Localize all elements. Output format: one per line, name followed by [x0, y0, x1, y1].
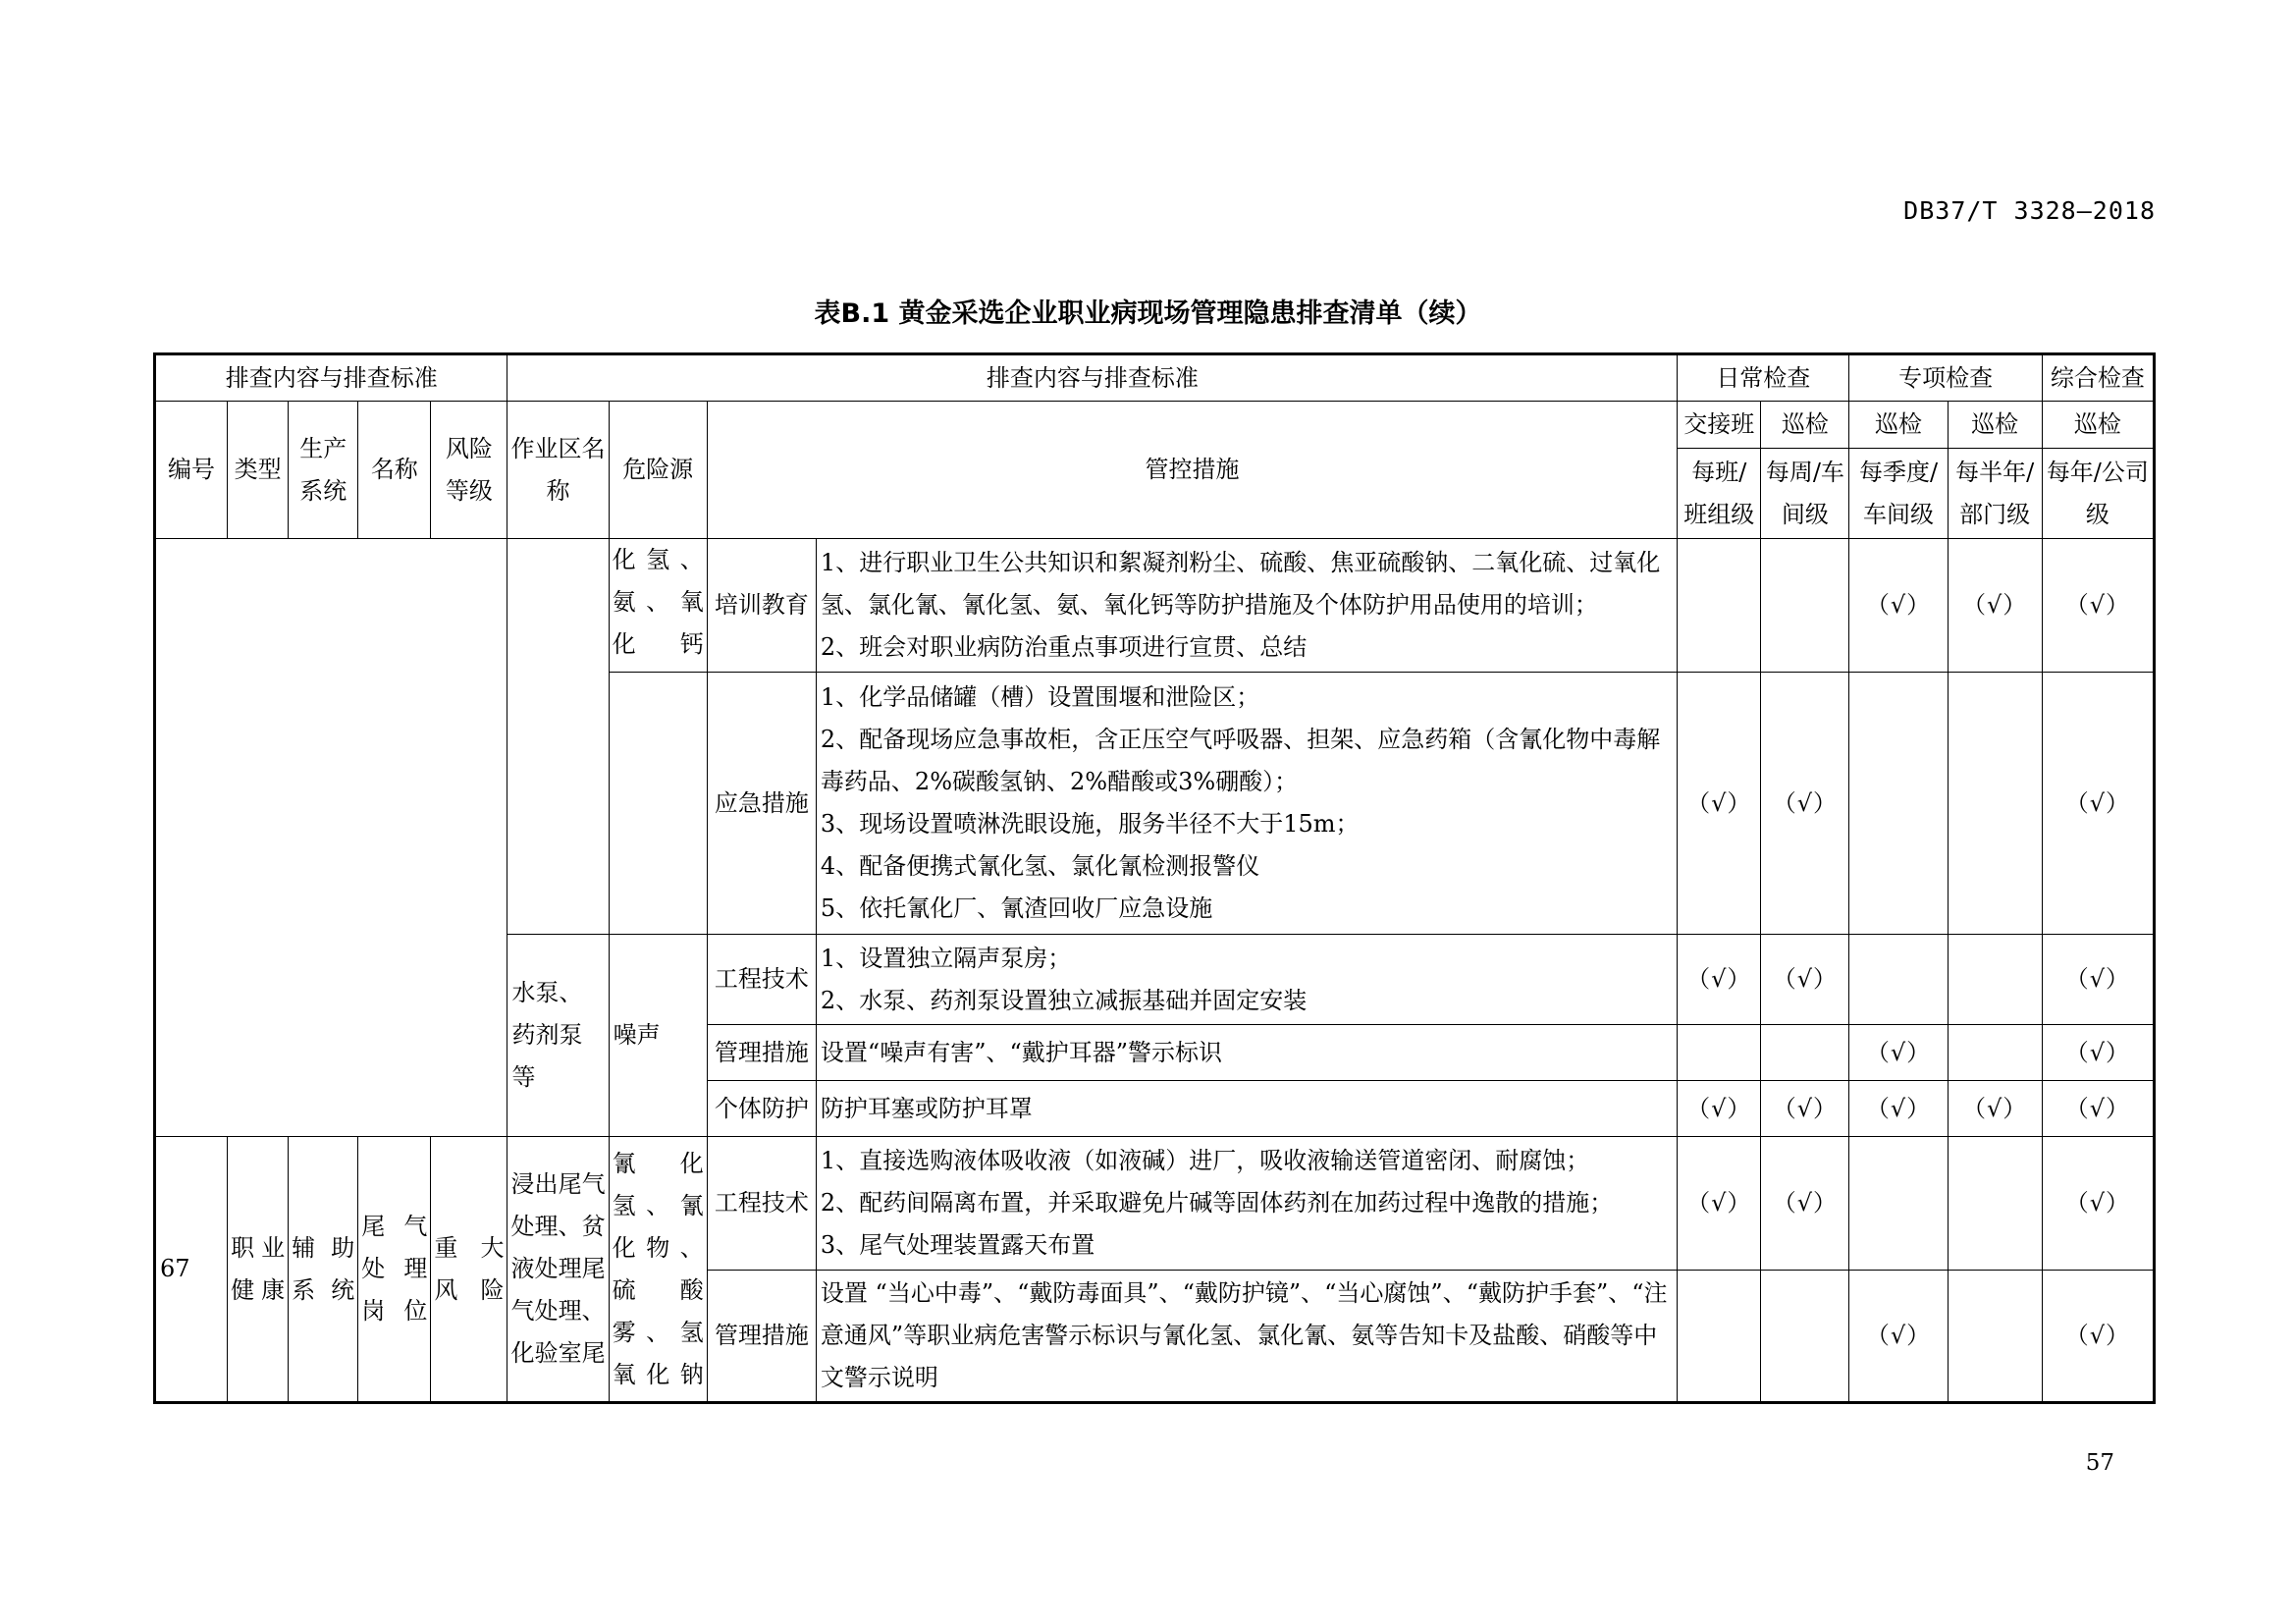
item-number: 67	[155, 1137, 228, 1403]
category-cell: 管理措施	[707, 1271, 816, 1403]
measure-text: 设置 “当心中毒”、“戴防毒面具”、“戴防护镜”、“当心腐蚀”、“戴防护手套”、“注意通风”等职业病危害警示标识与氰化氢、氯化氰、氨等告知卡及盐酸、硝酸等中文警示说明	[816, 1271, 1677, 1403]
check-mark	[1948, 1271, 2042, 1403]
header-c1-bottom: 每班/班组级	[1678, 449, 1761, 539]
header-c5-top: 巡检	[2042, 402, 2154, 449]
header-area: 作业区名称	[507, 402, 609, 539]
category-cell: 工程技术	[707, 1137, 816, 1271]
header-c3-bottom: 每季度/车间级	[1849, 449, 1948, 539]
page-number: 57	[2085, 1450, 2114, 1476]
category-cell: 应急措施	[707, 673, 816, 935]
measure-text: 1、直接选购液体吸收液（如液碱）进厂，吸收液输送管道密闭、耐腐蚀； 2、配药间隔离布置，并采取避免片碱等固体药剂在加药过程中逸散的措施； 3、尾气处理装置露天布置	[816, 1137, 1677, 1271]
measure-text: 1、化学品储罐（槽）设置围堰和泄险区； 2、配备现场应急事故柜，含正压空气呼吸器、担架、应急药箱（含氰化物中毒解毒药品、2%碳酸氢钠、2%醋酸或3%硼酸）； 3、现场设置喷淋洗眼设施，服务半径不大于15m； 4、配备便携式氰化氢、氯化氰检测报警仪 5、依托氰化厂、氰渣回收厂应急设施	[816, 673, 1677, 935]
check-mark: （√）	[1678, 1137, 1761, 1271]
item-name: 尾气处理岗位	[358, 1137, 431, 1403]
check-mark: （√）	[2042, 539, 2154, 673]
check-mark: （√）	[2042, 673, 2154, 935]
check-mark: （√）	[2042, 935, 2154, 1025]
header-measures: 管控措施	[707, 402, 1677, 539]
hazard-cell-empty	[609, 673, 707, 935]
hazard-cell: 氰化氢、氰化物、硫酸雾、氢氧化钠	[609, 1137, 707, 1403]
measure-text: 防护耳塞或防护耳罩	[816, 1081, 1677, 1137]
header-c4-bottom: 每半年/部门级	[1948, 449, 2042, 539]
check-mark: （√）	[1678, 673, 1761, 935]
hazard-cell: 噪声	[609, 935, 707, 1137]
continued-area-cell	[507, 539, 609, 935]
document-code: DB37/T 3328—2018	[1903, 196, 2156, 225]
check-mark	[1678, 1025, 1761, 1081]
check-mark	[1678, 1271, 1761, 1403]
header-hazard: 危险源	[609, 402, 707, 539]
header-comprehensive-check: 综合检查	[2042, 354, 2154, 402]
measure-text: 1、设置独立隔声泵房； 2、水泵、药剂泵设置独立减振基础并固定安装	[816, 935, 1677, 1025]
check-mark	[1761, 1025, 1849, 1081]
check-mark: （√）	[1849, 539, 1948, 673]
check-mark: （√）	[2042, 1025, 2154, 1081]
check-mark: （√）	[1761, 673, 1849, 935]
check-mark	[1761, 1271, 1849, 1403]
header-group-left: 排查内容与排查标准	[155, 354, 507, 402]
header-type: 类型	[228, 402, 289, 539]
table-title: 表B.1 黄金采选企业职业病现场管理隐患排查清单（续）	[814, 298, 1482, 329]
header-c2-top: 巡检	[1761, 402, 1849, 449]
header-group-mid: 排查内容与排查标准	[507, 354, 1678, 402]
check-mark: （√）	[1948, 1081, 2042, 1137]
header-risk: 风险等级	[431, 402, 507, 539]
category-cell: 工程技术	[707, 935, 816, 1025]
header-name: 名称	[358, 402, 431, 539]
item-type: 职业健康	[228, 1137, 289, 1403]
check-mark	[1948, 673, 2042, 935]
check-mark: （√）	[1948, 539, 2042, 673]
category-cell: 培训教育	[707, 539, 816, 673]
measure-text: 设置“噪声有害”、“戴护耳器”警示标识	[816, 1025, 1677, 1081]
check-mark	[1849, 935, 1948, 1025]
header-daily-check: 日常检查	[1678, 354, 1849, 402]
header-c2-bottom: 每周/车间级	[1761, 449, 1849, 539]
area-cell: 浸出尾气处理、贫液处理尾气处理、化验室尾	[507, 1137, 609, 1403]
check-mark	[1948, 1025, 2042, 1081]
item-system: 辅助系统	[289, 1137, 358, 1403]
area-cell: 水泵、药剂泵等	[507, 935, 609, 1137]
check-mark: （√）	[1678, 1081, 1761, 1137]
check-mark: （√）	[1849, 1025, 1948, 1081]
check-mark: （√）	[1849, 1271, 1948, 1403]
continued-blank-cell	[155, 539, 507, 1137]
hazard-cell: 化氢、氨、氧化钙	[609, 539, 707, 673]
check-mark	[1761, 539, 1849, 673]
check-mark	[1678, 539, 1761, 673]
header-c1-top: 交接班	[1678, 402, 1761, 449]
item-risk-level: 重大风险	[431, 1137, 507, 1403]
check-mark	[1948, 935, 2042, 1025]
check-mark: （√）	[2042, 1271, 2154, 1403]
check-mark: （√）	[1678, 935, 1761, 1025]
check-mark: （√）	[1761, 1137, 1849, 1271]
check-mark: （√）	[2042, 1081, 2154, 1137]
check-mark: （√）	[1761, 935, 1849, 1025]
measure-text: 1、进行职业卫生公共知识和絮凝剂粉尘、硫酸、焦亚硫酸钠、二氧化硫、过氧化氢、氯化氰、氰化氢、氨、氧化钙等防护措施及个体防护用品使用的培训； 2、班会对职业病防治重点事项进行宣贯、总结	[816, 539, 1677, 673]
check-mark: （√）	[1761, 1081, 1849, 1137]
header-c5-bottom: 每年/公司级	[2042, 449, 2154, 539]
check-mark	[1948, 1137, 2042, 1271]
header-system: 生产系统	[289, 402, 358, 539]
check-mark: （√）	[1849, 1081, 1948, 1137]
header-c4-top: 巡检	[1948, 402, 2042, 449]
header-no: 编号	[155, 402, 228, 539]
check-mark	[1849, 673, 1948, 935]
category-cell: 个体防护	[707, 1081, 816, 1137]
category-cell: 管理措施	[707, 1025, 816, 1081]
header-c3-top: 巡检	[1849, 402, 1948, 449]
check-mark	[1849, 1137, 1948, 1271]
hazard-checklist-table	[153, 352, 2156, 1404]
header-special-check: 专项检查	[1849, 354, 2042, 402]
check-mark: （√）	[2042, 1137, 2154, 1271]
